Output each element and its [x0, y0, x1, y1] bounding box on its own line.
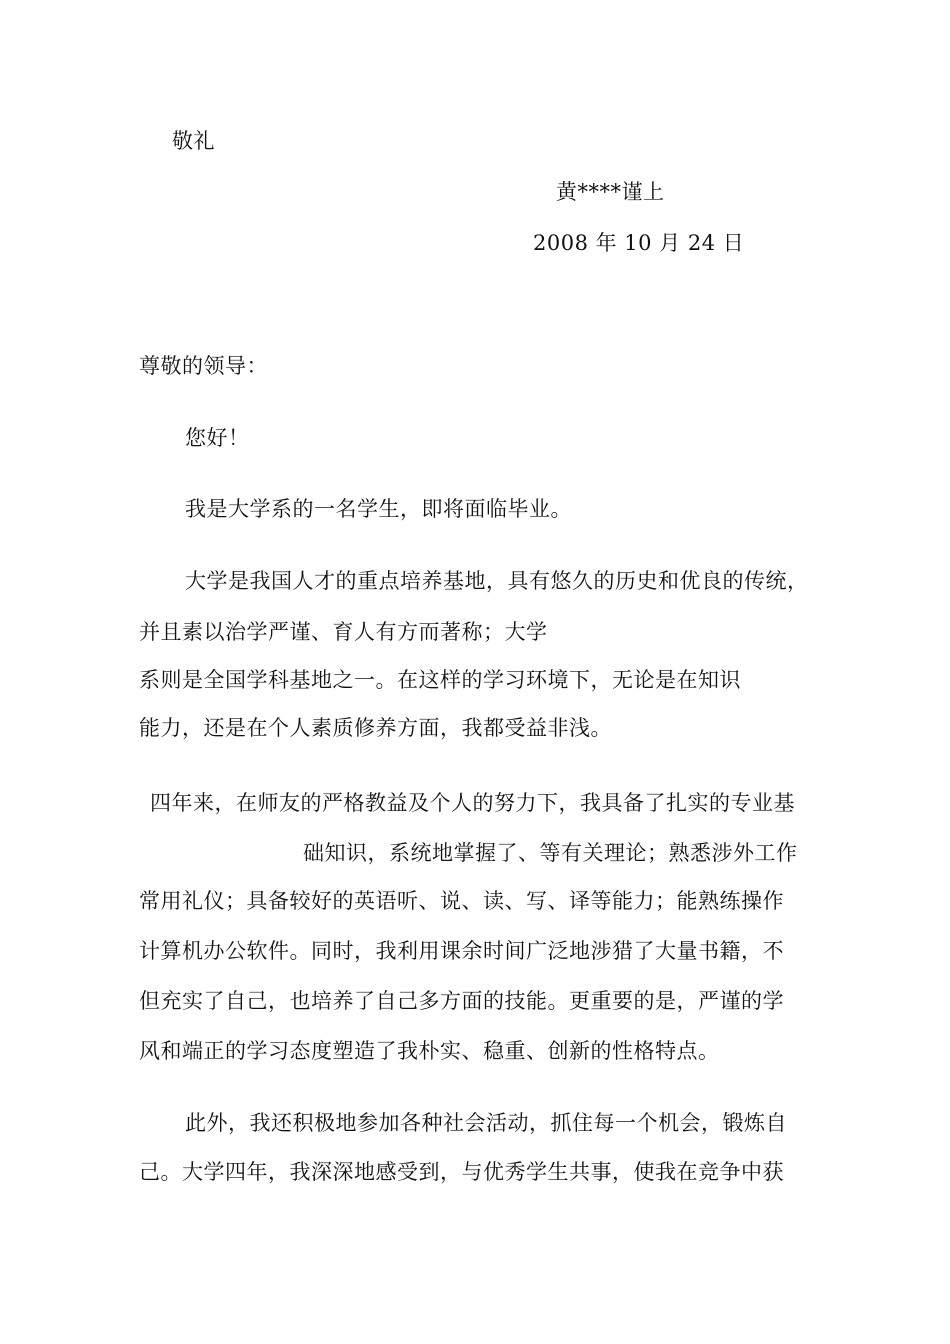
body-line: 此外，我还积极地参加各种社会活动，抓住每一个机会，锻炼自 — [185, 1111, 787, 1135]
greeting-text: 您好！ — [185, 426, 250, 450]
salutation-text: 尊敬的领导： — [139, 354, 268, 378]
body-line: 计算机办公软件。同时，我利用课余时间广泛地涉猎了大量书籍，不 — [139, 939, 784, 963]
body-line: 风和端正的学习态度塑造了我朴实、稳重、创新的性格特点。 — [139, 1039, 720, 1063]
body-line: 础知识，系统地掌握了、等有关理论；熟悉涉外工作 — [303, 841, 798, 865]
closing-text: 敬礼 — [172, 129, 215, 153]
body-line: 但充实了自己，也培养了自己多方面的技能。更重要的是，严谨的学 — [139, 989, 784, 1013]
body-line: 大学是我国人才的重点培养基地，具有悠久的历史和优良的传统， — [185, 569, 809, 593]
body-line: 并且素以治学严谨、育人有方而著称；大学 — [139, 620, 548, 644]
body-line: 能力，还是在个人素质修养方面，我都受益非浅。 — [139, 716, 612, 740]
body-line: 常用礼仪；具备较好的英语听、说、读、写、译等能力；能熟练操作 — [139, 889, 784, 913]
date-text: 2008 年 10 月 24 日 — [533, 231, 745, 255]
signature-text: 黄****谨上 — [556, 180, 665, 204]
body-line: 己。大学四年，我深深地感受到，与优秀学生共事，使我在竞争中获 — [139, 1160, 784, 1184]
body-line: 系则是全国学科基地之一。在这样的学习环境下，无论是在知识 — [139, 668, 741, 692]
body-line: 我是大学系的一名学生，即将面临毕业。 — [185, 497, 572, 521]
body-line: 四年来，在师友的严格教益及个人的努力下，我具备了扎实的专业基 — [150, 791, 795, 815]
